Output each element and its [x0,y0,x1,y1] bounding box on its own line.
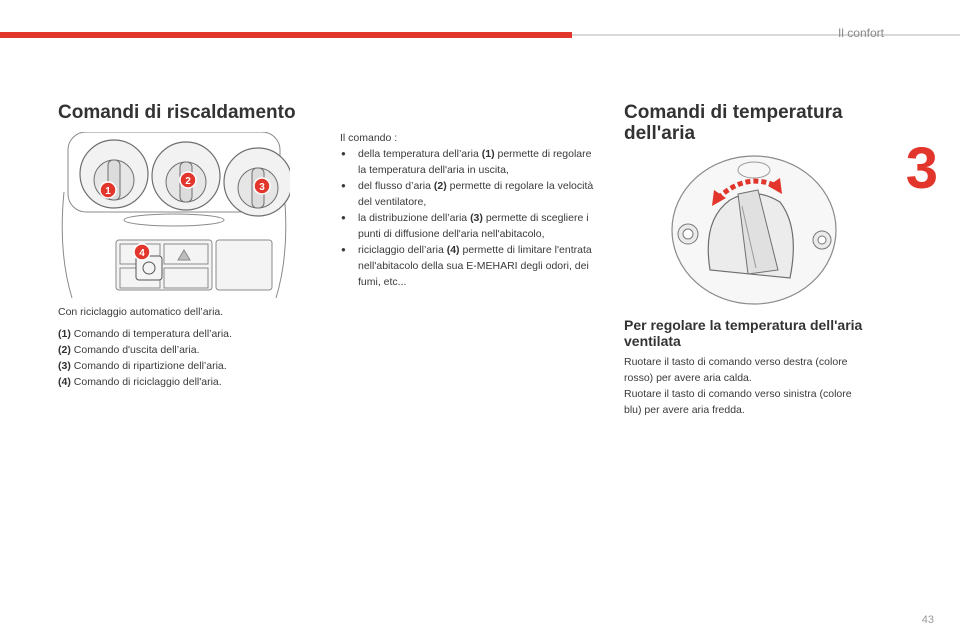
header-accent-bar [0,32,572,38]
callout-4-label: 4 [139,248,145,259]
paragraph-hot-air: Ruotare il tasto di comando verso destra (colore rosso) per avere aria calda. [624,356,848,384]
bullet-ref: (2) [433,180,447,192]
list-item [340,210,600,242]
callout-2-label: 2 [185,176,191,187]
callout-4 [134,244,150,260]
commands-list [340,146,600,290]
legend-item [58,326,232,342]
bullet-text: della temperatura dell’aria [358,148,482,160]
bullet-text: permette di scegliere i punti di diffusione dell'aria nell'abitacolo, [358,212,589,240]
section-title-temperature: Comandi di temperatura dell'aria [624,102,843,144]
legend-num: (1) [58,328,71,340]
legend-item [58,358,232,374]
legend-text: Comando di riciclaggio dell'aria. [73,376,222,388]
heating-controls-illustration [58,132,290,298]
callout-1 [100,182,116,198]
bullet-ref: (4) [446,244,460,256]
bullet-text: del flusso d’aria [358,180,434,192]
bullet-ref: (3) [470,212,483,224]
knob-temperature [80,140,148,208]
list-item [340,146,600,178]
callout-3 [254,178,270,194]
header-divider [572,34,960,36]
temperature-knob-illustration [668,150,840,306]
callout-3-label: 3 [259,182,265,193]
legend-num: (2) [58,344,71,356]
bullet-ref: (1) [481,148,495,160]
section-title-heating: Comandi di riscaldamento [58,102,296,123]
chapter-title: Il confort [837,26,884,40]
subsection-title-regolare: Per regolare la temperatura dell'aria ventilata [624,317,863,349]
legend-num: (3) [58,360,71,372]
bullet-text: permette di regolare la velocità del ventilatore, [358,180,594,208]
legend-num: (4) [58,376,71,388]
paragraph-cold-air: Ruotare il tasto di comando verso sinistra (colore blu) per avere aria fredda. [624,388,852,416]
legend-text: Comando di ripartizione dell’aria. [73,360,227,372]
legend-text: Comando di temperatura dell’aria. [73,328,232,340]
commands-intro: Il comando : [340,132,398,144]
page-number: 43 [921,614,934,626]
legend-item [58,342,232,358]
figure-caption: Con riciclaggio automatico dell’aria. [58,306,224,318]
legend-item [58,374,232,390]
legend-text: Comando d'uscita dell’aria. [73,344,200,356]
bullet-text: la distribuzione dell’aria [358,212,471,224]
list-item [340,242,600,290]
list-item [340,178,600,210]
controls-legend [58,326,232,390]
bullet-text: permette di regolare la temperatura dell'aria in uscita, [358,148,592,176]
chapter-number: 3 [905,136,938,201]
bullet-text: permette di limitare l'entrata nell'abitacolo della sua E-MEHARI degli odori, dei fumi, etc... [358,244,592,288]
callout-2 [180,172,196,188]
callout-1-label: 1 [105,186,111,197]
bullet-text: riciclaggio dell’aria [358,244,447,256]
